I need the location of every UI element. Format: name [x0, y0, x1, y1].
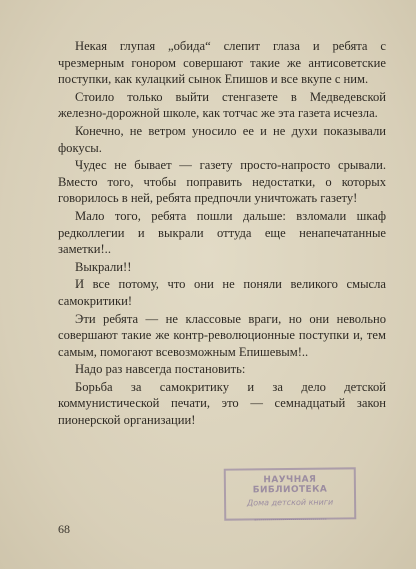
paragraph-1: Некая глупая „обида“ слепит глаза и ребята с чрезмерным гонором совершают такие же антисоветские поступки, как кулацкий сынок Епишов и все вкупе с ним. [58, 39, 386, 87]
stamp-subtitle: Дома детской книги [246, 497, 334, 508]
paragraph-3: Конечно, не ветром уносило ее и не духи показывали фокусы. [58, 123, 386, 155]
paragraph-9: Надо раз навсегда постановить: [75, 362, 246, 377]
page-number: 68 [58, 522, 70, 536]
library-stamp [224, 467, 357, 520]
stamp-title: НАУЧНАЯ БИБЛИОТЕКА [252, 474, 328, 496]
paragraph-4: Чудес не бывает — газету просто-напросто срывали. Вместо того, чтобы поправить недостатки, о которых говорилось в ней, ребята предпочли уничтожать газету! [58, 158, 386, 206]
paragraph-6: Выкрали!! [75, 259, 132, 274]
paragraph-8: Эти ребята — не классовые враги, но они невольно совершают такие же контр-революционные поступки и, тем самым, помогают всевозможным Епишевым!.. [58, 311, 386, 359]
paragraph-7: И все потому, что они не поняли великого смысла самокритики! [58, 277, 386, 308]
paragraph-10: Борьба за самокритику и за дело детской коммунистической печати, это — семнадцатый закон пионерской организации! [58, 379, 386, 428]
paragraph-2: Стоило только выйти стенгазете в Медведевской железно-дорожной школе, как тотчас же эта газета исчезла. [58, 89, 386, 121]
stamp-faded-line [254, 511, 326, 521]
paragraph-5: Мало того, ребята пошли дальше: взломали шкаф редколлегии и выкрали оттуда еще ненапечатанные заметки!.. [58, 208, 386, 257]
body-text [58, 38, 386, 429]
